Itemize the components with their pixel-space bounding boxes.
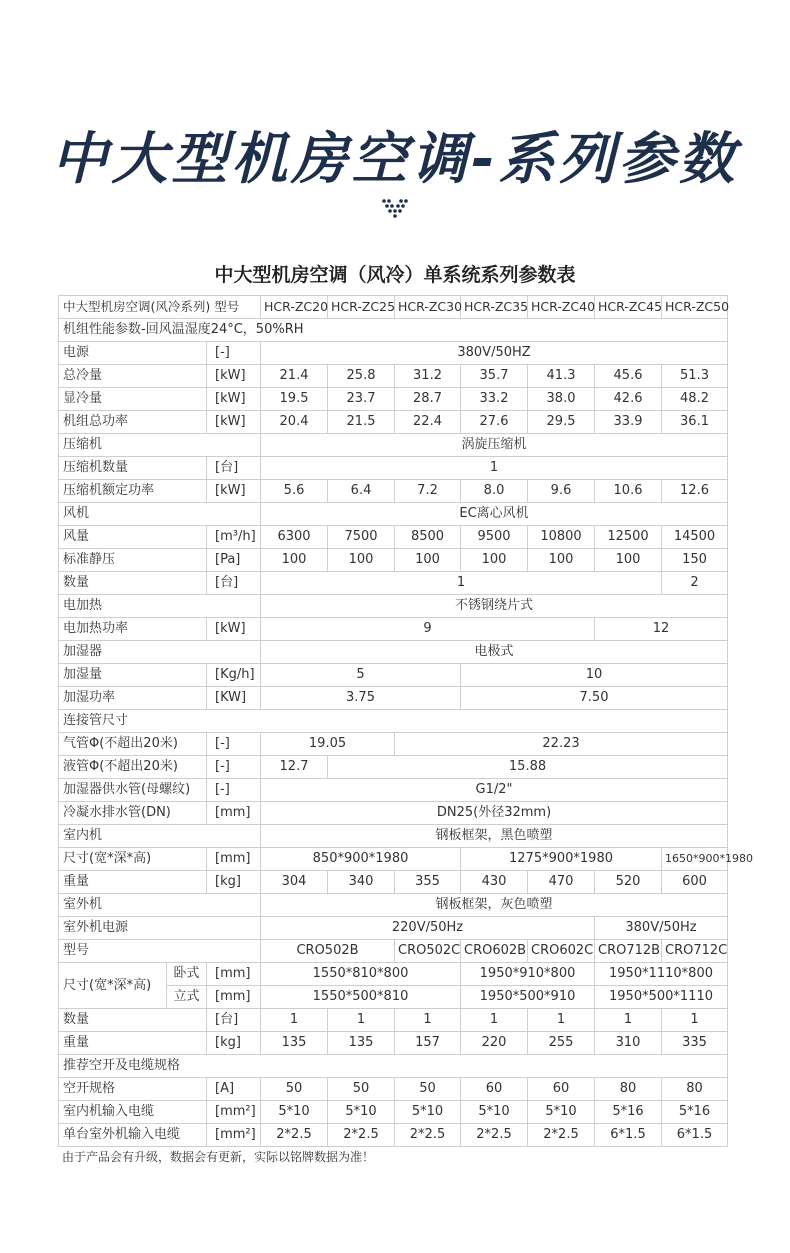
value-cell: 41.3 <box>528 365 595 388</box>
table-row-humid-power <box>59 687 728 710</box>
row-unit: [kW] <box>207 480 261 503</box>
row-label: 加湿功率 <box>59 687 207 710</box>
row-value: 1 <box>261 572 662 595</box>
row-unit: [-] <box>207 779 261 802</box>
value-cell: 5*16 <box>662 1101 728 1124</box>
value-cell: 45.6 <box>595 365 662 388</box>
value-cell: 51.3 <box>662 365 728 388</box>
sub-label: 卧式 <box>167 963 207 986</box>
row-label: 气管Φ(不超出20米) <box>59 733 207 756</box>
value-cell: 1 <box>328 1009 395 1032</box>
row-unit: [kg] <box>207 1032 261 1055</box>
value-cell: CRO712B <box>595 940 662 963</box>
value-cell: 80 <box>595 1078 662 1101</box>
row-value: 850*900*1980 <box>261 848 461 871</box>
table-row-indoor-size <box>59 848 728 871</box>
value-cell: 50 <box>261 1078 328 1101</box>
row-label: 机组总功率 <box>59 411 207 434</box>
row-unit: [mm] <box>207 848 261 871</box>
value-cell: 8.0 <box>461 480 528 503</box>
table-row-humid-water <box>59 779 728 802</box>
table-row-outdoor-model <box>59 940 728 963</box>
table-row-heater <box>59 595 728 618</box>
table-row-outdoor-weight <box>59 1032 728 1055</box>
row-unit: [台] <box>207 457 261 480</box>
row-value: 10 <box>461 664 728 687</box>
value-cell: 6.4 <box>328 480 395 503</box>
value-cell: 100 <box>328 549 395 572</box>
value-cell: 9500 <box>461 526 528 549</box>
value-cell: 157 <box>395 1032 461 1055</box>
row-label: 加湿量 <box>59 664 207 687</box>
sub-label: 立式 <box>167 986 207 1009</box>
row-label: 加湿器供水管(母螺纹) <box>59 779 207 802</box>
row-unit: [kW] <box>207 618 261 641</box>
value-cell: 1 <box>261 1009 328 1032</box>
table-row-header <box>59 296 728 319</box>
table-row-power <box>59 342 728 365</box>
table-row-section <box>59 1055 728 1078</box>
row-value: 7.50 <box>461 687 728 710</box>
value-cell: 31.2 <box>395 365 461 388</box>
section-label: 机组性能参数-回风温湿度24°C，50%RH <box>59 319 728 342</box>
table-row-humidifier <box>59 641 728 664</box>
table-row-gas-pipe <box>59 733 728 756</box>
row-value: 22.23 <box>395 733 728 756</box>
model-cell: HCR-ZC25 <box>328 296 395 319</box>
value-cell: 60 <box>528 1078 595 1101</box>
value-cell: 33.9 <box>595 411 662 434</box>
row-unit: [-] <box>207 756 261 779</box>
table-row-liquid-pipe <box>59 756 728 779</box>
row-unit: [mm] <box>207 963 261 986</box>
value-cell: 25.8 <box>328 365 395 388</box>
value-cell: 38.0 <box>528 388 595 411</box>
table-row-outdoor-power <box>59 917 728 940</box>
table-row-drain-pipe <box>59 802 728 825</box>
value-cell: 14500 <box>662 526 728 549</box>
model-cell: HCR-ZC40 <box>528 296 595 319</box>
row-unit: [mm²] <box>207 1101 261 1124</box>
value-cell: 600 <box>662 871 728 894</box>
value-cell: 304 <box>261 871 328 894</box>
row-unit: [Pa] <box>207 549 261 572</box>
row-label: 数量 <box>59 572 207 595</box>
value-cell: 6*1.5 <box>662 1124 728 1147</box>
value-cell: 520 <box>595 871 662 894</box>
row-value: 1950*500*1110 <box>595 986 728 1009</box>
value-cell: 21.5 <box>328 411 395 434</box>
row-label: 尺寸(宽*深*高) <box>59 848 207 871</box>
table-row-compressor-qty <box>59 457 728 480</box>
table-row-airflow <box>59 526 728 549</box>
row-unit: [-] <box>207 733 261 756</box>
row-value: DN25(外径32mm) <box>261 802 728 825</box>
row-label: 室外机电源 <box>59 917 261 940</box>
row-unit: [Kg/h] <box>207 664 261 687</box>
row-unit: [m³/h] <box>207 526 261 549</box>
row-unit: [-] <box>207 342 261 365</box>
row-value: 12 <box>595 618 728 641</box>
value-cell: 220 <box>461 1032 528 1055</box>
table-row-section <box>59 710 728 733</box>
row-label: 空开规格 <box>59 1078 207 1101</box>
row-label: 冷凝水排水管(DN) <box>59 802 207 825</box>
row-value: 9 <box>261 618 595 641</box>
table-row-section <box>59 319 728 342</box>
table-row-static-pressure <box>59 549 728 572</box>
value-cell: 135 <box>261 1032 328 1055</box>
row-value: 1950*910*800 <box>461 963 595 986</box>
value-cell: CRO502B <box>261 940 395 963</box>
value-cell: 21.4 <box>261 365 328 388</box>
row-label: 室内机输入电缆 <box>59 1101 207 1124</box>
row-value: 1550*810*800 <box>261 963 461 986</box>
row-value: 1950*500*910 <box>461 986 595 1009</box>
value-cell: 6*1.5 <box>595 1124 662 1147</box>
value-cell: 355 <box>395 871 461 894</box>
value-cell: CRO712C <box>662 940 728 963</box>
section-label: 推荐空开及电缆规格 <box>59 1055 728 1078</box>
table-row-indoor-cable <box>59 1101 728 1124</box>
value-cell: 23.7 <box>328 388 395 411</box>
row-label: 加湿器 <box>59 641 261 664</box>
value-cell: 8500 <box>395 526 461 549</box>
row-value: 19.05 <box>261 733 395 756</box>
row-label: 重量 <box>59 1032 207 1055</box>
value-cell: 135 <box>328 1032 395 1055</box>
value-cell: 80 <box>662 1078 728 1101</box>
value-cell: 2*2.5 <box>395 1124 461 1147</box>
row-unit: [mm] <box>207 802 261 825</box>
row-label: 风量 <box>59 526 207 549</box>
row-value: 3.75 <box>261 687 461 710</box>
row-label: 室外机 <box>59 894 261 917</box>
value-cell: 1 <box>662 1009 728 1032</box>
row-value: 5 <box>261 664 461 687</box>
value-cell: 1 <box>461 1009 528 1032</box>
table-row-compressor-power <box>59 480 728 503</box>
value-cell: 35.7 <box>461 365 528 388</box>
value-cell: 1 <box>595 1009 662 1032</box>
row-value: G1/2" <box>261 779 728 802</box>
value-cell: 48.2 <box>662 388 728 411</box>
row-label: 电源 <box>59 342 207 365</box>
value-cell: 10800 <box>528 526 595 549</box>
value-cell: 5*10 <box>461 1101 528 1124</box>
row-label: 电加热 <box>59 595 261 618</box>
value-cell: 42.6 <box>595 388 662 411</box>
row-unit: [台] <box>207 572 261 595</box>
table-row-humid-capacity <box>59 664 728 687</box>
value-cell: 310 <box>595 1032 662 1055</box>
value-cell: 50 <box>328 1078 395 1101</box>
value-cell: 28.7 <box>395 388 461 411</box>
table-row-fan <box>59 503 728 526</box>
model-cell: HCR-ZC45 <box>595 296 662 319</box>
row-label: 标准静压 <box>59 549 207 572</box>
value-cell: 19.5 <box>261 388 328 411</box>
value-cell: 29.5 <box>528 411 595 434</box>
row-label: 型号 <box>59 940 261 963</box>
table-row-sensible-cooling <box>59 388 728 411</box>
value-cell: 9.6 <box>528 480 595 503</box>
row-unit: [KW] <box>207 687 261 710</box>
table-row-outdoor <box>59 894 728 917</box>
value-cell: 5*10 <box>261 1101 328 1124</box>
value-cell: CRO602C <box>528 940 595 963</box>
value-cell: 255 <box>528 1032 595 1055</box>
value-cell: 5*16 <box>595 1101 662 1124</box>
value-cell: CRO502C <box>395 940 461 963</box>
section-label: 连接管尺寸 <box>59 710 728 733</box>
row-value: 220V/50Hz <box>261 917 595 940</box>
table-row-heater-power <box>59 618 728 641</box>
footnote: 由于产品会有升级，数据会有更新，实际以铭牌数据为准！ <box>62 1150 375 1164</box>
value-cell: 33.2 <box>461 388 528 411</box>
model-cell: HCR-ZC50 <box>662 296 728 319</box>
page-title: 中大型机房空调-系列参数 <box>51 127 739 192</box>
row-value: 涡旋压缩机 <box>261 434 728 457</box>
row-value: 1275*900*1980 <box>461 848 662 871</box>
row-label: 数量 <box>59 1009 207 1032</box>
header-label: 中大型机房空调(风冷系列) 型号 <box>59 296 261 319</box>
value-cell: 100 <box>461 549 528 572</box>
row-value: 1650*900*1980 <box>662 848 728 871</box>
row-value: 380V/50Hz <box>595 917 728 940</box>
value-cell: 2*2.5 <box>261 1124 328 1147</box>
value-cell: 7500 <box>328 526 395 549</box>
value-cell: 5*10 <box>395 1101 461 1124</box>
table-row-outdoor-cable <box>59 1124 728 1147</box>
spec-table <box>58 295 753 1147</box>
table-row-compressor <box>59 434 728 457</box>
value-cell: 100 <box>528 549 595 572</box>
value-cell: 12500 <box>595 526 662 549</box>
row-value: 1 <box>261 457 728 480</box>
value-cell: 2*2.5 <box>461 1124 528 1147</box>
row-value: 12.7 <box>261 756 328 779</box>
row-label: 电加热功率 <box>59 618 207 641</box>
row-unit: [台] <box>207 1009 261 1032</box>
value-cell: CRO602B <box>461 940 528 963</box>
row-value: 不锈钢绕片式 <box>261 595 728 618</box>
row-value: EC离心风机 <box>261 503 728 526</box>
value-cell: 5.6 <box>261 480 328 503</box>
value-cell: 2*2.5 <box>328 1124 395 1147</box>
row-label: 单台室外机输入电缆 <box>59 1124 207 1147</box>
row-value: 钢板框架，黑色喷塑 <box>261 825 728 848</box>
row-value: 钢板框架，灰色喷塑 <box>261 894 728 917</box>
table-row-indoor-weight <box>59 871 728 894</box>
table-title: 中大型机房空调（风冷）单系统系列参数表 <box>214 264 576 286</box>
table-row-outdoor-size-horizontal <box>59 963 728 986</box>
value-cell: 22.4 <box>395 411 461 434</box>
row-label: 总冷量 <box>59 365 207 388</box>
table-row-total-power <box>59 411 728 434</box>
value-cell: 100 <box>395 549 461 572</box>
model-cell: HCR-ZC35 <box>461 296 528 319</box>
row-value: 380V/50HZ <box>261 342 728 365</box>
value-cell: 60 <box>461 1078 528 1101</box>
row-unit: [kW] <box>207 388 261 411</box>
value-cell: 100 <box>261 549 328 572</box>
row-label: 风机 <box>59 503 261 526</box>
model-cell: HCR-ZC30 <box>395 296 461 319</box>
value-cell: 5*10 <box>328 1101 395 1124</box>
table-row-total-cooling <box>59 365 728 388</box>
value-cell: 7.2 <box>395 480 461 503</box>
row-unit: [kW] <box>207 365 261 388</box>
value-cell: 335 <box>662 1032 728 1055</box>
value-cell: 150 <box>662 549 728 572</box>
value-cell: 2*2.5 <box>528 1124 595 1147</box>
model-cell: HCR-ZC20 <box>261 296 328 319</box>
value-cell: 12.6 <box>662 480 728 503</box>
value-cell: 1 <box>528 1009 595 1032</box>
row-label: 压缩机额定功率 <box>59 480 207 503</box>
row-unit: [kW] <box>207 411 261 434</box>
row-label: 压缩机数量 <box>59 457 207 480</box>
row-value: 2 <box>662 572 728 595</box>
value-cell: 340 <box>328 871 395 894</box>
value-cell: 50 <box>395 1078 461 1101</box>
table-row-outdoor-qty <box>59 1009 728 1032</box>
value-cell: 6300 <box>261 526 328 549</box>
row-value: 1550*500*810 <box>261 986 461 1009</box>
value-cell: 36.1 <box>662 411 728 434</box>
row-value: 1950*1110*800 <box>595 963 728 986</box>
row-label: 室内机 <box>59 825 261 848</box>
value-cell: 430 <box>461 871 528 894</box>
row-label: 显冷量 <box>59 388 207 411</box>
table-row-indoor <box>59 825 728 848</box>
table-row-breaker <box>59 1078 728 1101</box>
table-row-fan-qty <box>59 572 728 595</box>
row-label: 液管Φ(不超出20米) <box>59 756 207 779</box>
value-cell: 100 <box>595 549 662 572</box>
row-label: 重量 <box>59 871 207 894</box>
value-cell: 470 <box>528 871 595 894</box>
value-cell: 5*10 <box>528 1101 595 1124</box>
value-cell: 27.6 <box>461 411 528 434</box>
row-label: 尺寸(宽*深*高) <box>59 963 167 1009</box>
row-unit: [A] <box>207 1078 261 1101</box>
value-cell: 1 <box>395 1009 461 1032</box>
value-cell: 20.4 <box>261 411 328 434</box>
v-dots-logo-icon <box>382 198 408 218</box>
row-unit: [kg] <box>207 871 261 894</box>
row-value: 电极式 <box>261 641 728 664</box>
row-unit: [mm²] <box>207 1124 261 1147</box>
value-cell: 10.6 <box>595 480 662 503</box>
row-value: 15.88 <box>328 756 728 779</box>
row-unit: [mm] <box>207 986 261 1009</box>
row-label: 压缩机 <box>59 434 261 457</box>
